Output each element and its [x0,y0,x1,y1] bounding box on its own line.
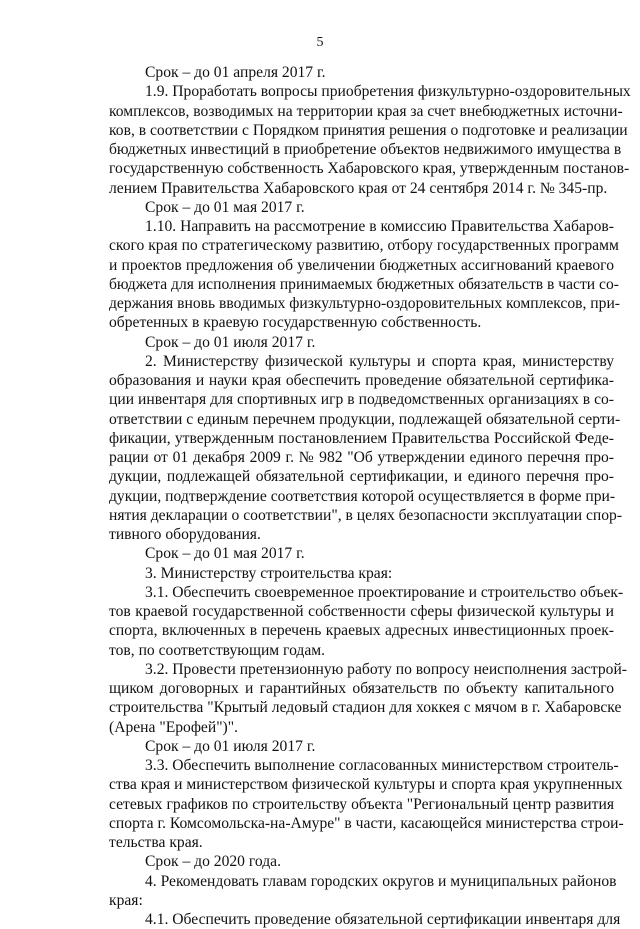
text-line: края: [109,891,143,909]
text-line: спорта г. Комсомольска-на-Амуре" в части, касающейся министерства строи- [109,814,624,832]
text-line: 4. Рекомендовать главам городских округов и муниципальных районов [145,872,617,890]
text-line: бюджетных инвестиций в приобретение объектов недвижимого имущества в [109,141,622,158]
text-line: образования и науки края обеспечить проведение обязательной сертифика- [109,372,614,389]
text-line: держания вновь вводимых физкультурно-оздоровительных комплексов, при- [109,295,620,312]
text-line: (Арена "Ерофей")". [109,718,239,736]
text-line: рации от 01 декабря 2009 г. № 982 "Об утверждении единого перечня про- [109,449,614,466]
text-line: 4.1. Обеспечить проведение обязательной сертификации инвентаря для [145,911,621,928]
text-line: спорта, включенных в перечень краевых адресных инвестиционных проек- [109,622,614,640]
text-line: сетевых графиков по строительству объекта "Региональный центр развития [109,795,614,813]
text-line: ков, в соответствии с Порядком принятия решения о подготовке и реализации [109,121,628,139]
text-line: 1.10. Направить на рассмотрение в комиссию Правительства Хабаров- [145,218,614,235]
text-line: ского края по стратегическому развитию, отбору государственных программ [109,237,619,255]
text-line: фикации, утвержденным постановлением Правительства Российской Феде- [109,429,614,447]
text-line: 1.9. Проработать вопросы приобретения физкультурно-оздоровительных [145,83,631,101]
text-line: строительства "Крытый ледовый стадион для хоккея с мячом в г. Хабаровске [109,699,622,717]
text-line: Срок – до 01 июля 2017 г. [145,737,316,755]
text-line: ства края и министерством физической культуры и спорта края укрупненных [109,776,623,794]
text-line: 3.3. Обеспечить выполнение согласованных министерством строитель- [145,757,619,774]
text-line: обретенных в краевую государственную собственность. [109,314,482,332]
text-line: 3.1. Обеспечить своевременное проектирование и строительство объек- [145,583,624,601]
text-line: 3. Министерству строительства края: [145,564,393,582]
text-line: бюджета для исполнения принимаемых бюджетных обязательств в части со- [109,275,619,293]
text-line: тов, по соответствующим годам. [109,641,326,659]
text-line: Срок – до 01 июля 2017 г. [145,333,316,351]
text-line: ции инвентаря для спортивных игр в подведомственных организациях в со- [109,391,614,409]
text-line: ответствии с единым перечнем продукции, подлежащей обязательной серти- [109,410,621,428]
text-line: тельства края. [109,834,203,851]
text-line: нятия декларации о соответствии", в целях безопасности эксплуатации спор- [109,506,623,524]
text-line: Срок – до 01 мая 2017 г. [145,198,305,216]
text-line: лением Правительства Хабаровского края от 24 сентября 2014 г. № 345-пр. [109,179,608,197]
text-line: Срок – до 2020 года. [145,853,281,871]
text-line: тивного оборудования. [109,526,261,543]
text-line: и проектов предложения об увеличении бюджетных ассигнований краевого [109,256,614,274]
text-line: 2. Министерству физической культуры и спорта края, министерству [145,352,614,370]
text-line: щиком договорных и гарантийных обязательств по объекту капитального [109,680,614,697]
text-line: государственную собственность Хабаровского края, утвержденным постанов- [109,160,630,178]
text-line: дукции, подтверждение соответствия которой осуществляется в форме при- [109,487,616,505]
text-line: Срок – до 01 мая 2017 г. [145,545,305,563]
text-line: дукции, подлежащей обязательной сертификации, и единого перечня про- [109,468,614,486]
text-line: комплексов, возводимых на территории края за счет внебюджетных источни- [109,102,623,120]
page-number: 5 [316,35,324,50]
text-line: тов краевой государственной собственности сферы физической культуры и [109,603,614,620]
text-line: 3.2. Провести претензионную работу по вопросу неисполнения застрой- [145,660,627,678]
text-line: Срок – до 01 апреля 2017 г. [145,64,326,81]
